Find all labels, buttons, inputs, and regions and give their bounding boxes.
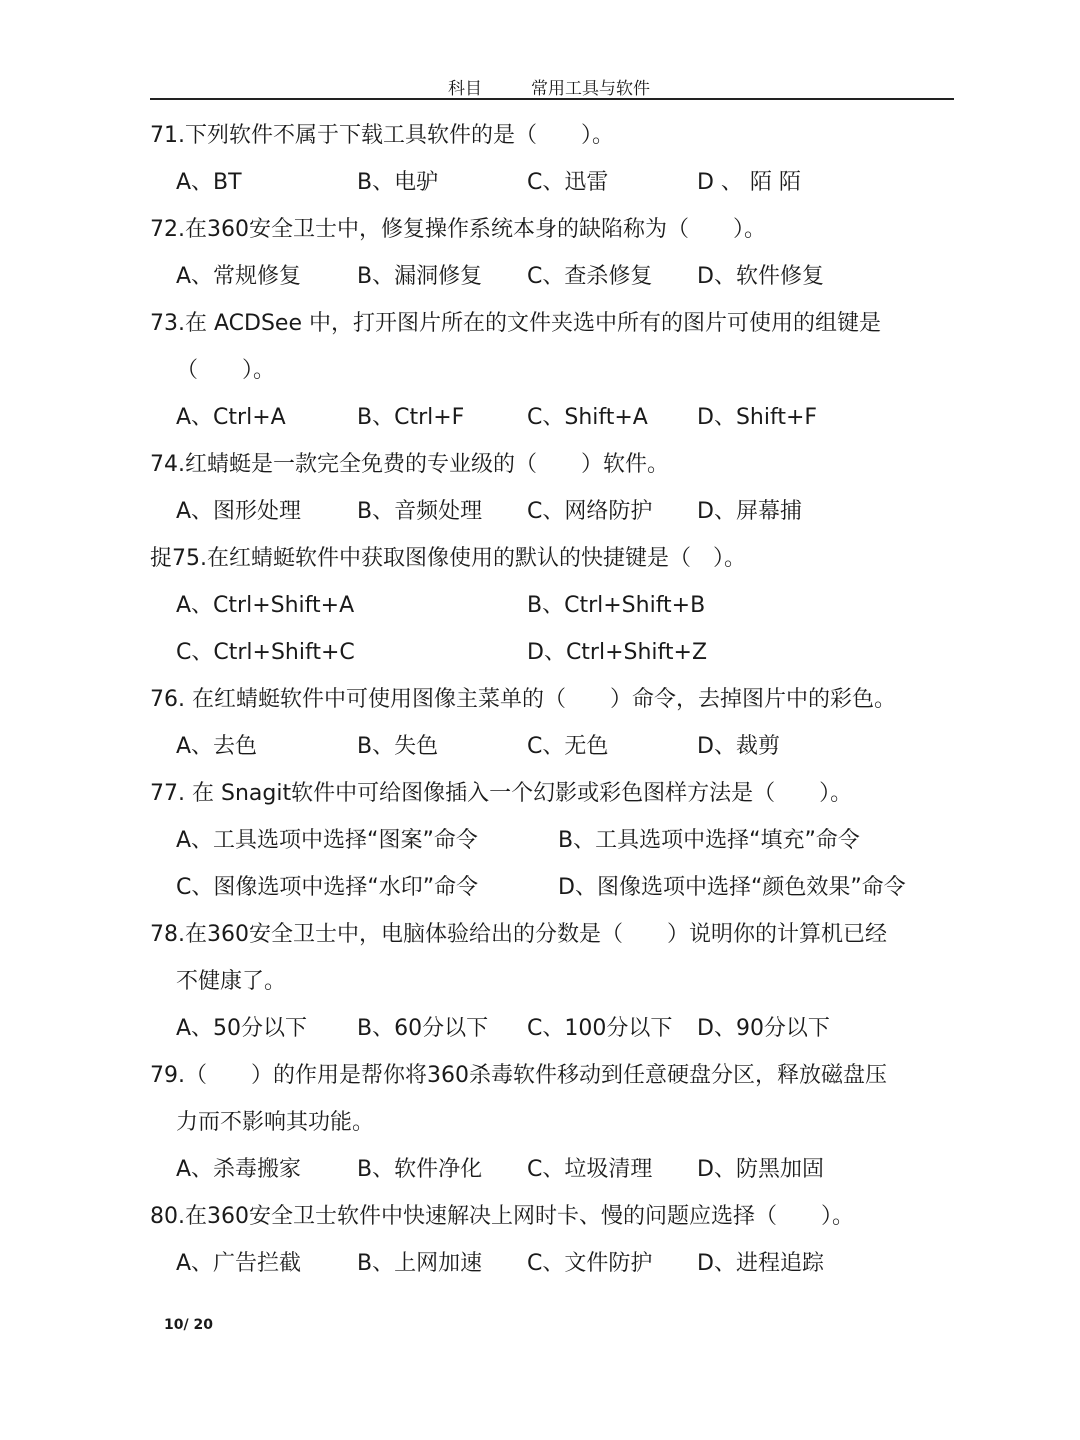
option-d: D、Ctrl+Shift+Z <box>527 640 708 665</box>
question-75: 捉75.在红蜻蜓软件中获取图像使用的默认的快捷键是（ ）。 <box>150 546 746 571</box>
option-b: B、工具选项中选择“填充”命令 <box>558 828 860 853</box>
option-a: A、BT <box>176 170 242 195</box>
option-d: D、90分以下 <box>697 1016 830 1041</box>
question-72: 72.在360安全卫士中，修复操作系统本身的缺陷称为（ ）。 <box>150 217 766 242</box>
option-b: B、电驴 <box>357 170 439 195</box>
subject-label: 科目 <box>448 79 482 99</box>
subject-name: 常用工具与软件 <box>531 79 650 99</box>
option-b: B、60分以下 <box>357 1016 489 1041</box>
option-d: D、图像选项中选择“颜色效果”命令 <box>558 875 906 900</box>
option-d: D、进程追踪 <box>697 1251 824 1276</box>
question-80: 80.在360安全卫士软件中快速解决上网时卡、慢的问题应选择（ ）。 <box>150 1204 854 1229</box>
option-a: A、广告拦截 <box>176 1251 302 1276</box>
question-79: 79.（ ）的作用是帮你将360杀毒软件移动到任意硬盘分区，释放磁盘压 <box>150 1063 887 1088</box>
option-d: D、屏幕捕 <box>697 499 802 524</box>
options-75-cd <box>150 633 960 680</box>
options-73 <box>150 398 960 445</box>
question-78: 78.在360安全卫士中，电脑体验给出的分数是（ ）说明你的计算机已经 <box>150 922 887 947</box>
option-a: A、Ctrl+A <box>176 405 286 430</box>
question-79-cont: 力而不影响其功能。 <box>176 1110 375 1135</box>
option-a: A、工具选项中选择“图案”命令 <box>176 828 478 853</box>
option-a: A、图形处理 <box>176 499 302 524</box>
option-b: B、Ctrl+F <box>357 405 465 430</box>
option-b: B、Ctrl+Shift+B <box>527 593 706 618</box>
page-number: 10/ 20 <box>164 1317 213 1333</box>
option-b: B、软件净化 <box>357 1157 483 1182</box>
option-c: C、Ctrl+Shift+C <box>176 640 355 665</box>
option-a: A、杀毒搬家 <box>176 1157 302 1182</box>
options-75-ab <box>150 586 960 633</box>
question-list <box>150 116 960 1291</box>
question-73-cont: （ ）。 <box>176 358 276 383</box>
option-a: A、Ctrl+Shift+A <box>176 593 355 618</box>
options-79 <box>150 1150 960 1197</box>
option-c: C、文件防护 <box>527 1251 653 1276</box>
option-b: B、上网加速 <box>357 1251 483 1276</box>
option-b: B、音频处理 <box>357 499 483 524</box>
options-78 <box>150 1009 960 1056</box>
options-76 <box>150 727 960 774</box>
options-77-ab <box>150 821 960 868</box>
option-d: D、Shift+F <box>697 405 818 430</box>
option-d: D、软件修复 <box>697 264 824 289</box>
options-80 <box>150 1244 960 1291</box>
option-c: C、迅雷 <box>527 170 609 195</box>
option-c: C、图像选项中选择“水印”命令 <box>176 875 479 900</box>
options-72 <box>150 257 960 304</box>
options-77-cd <box>150 868 960 915</box>
option-c: C、无色 <box>527 734 609 759</box>
option-d: D、裁剪 <box>697 734 780 759</box>
options-74 <box>150 492 960 539</box>
question-76: 76. 在红蜻蜓软件中可使用图像主菜单的（ ）命令，去掉图片中的彩色。 <box>150 687 896 712</box>
option-a: A、50分以下 <box>176 1016 308 1041</box>
option-a: A、去色 <box>176 734 258 759</box>
question-74: 74.红蜻蜓是一款完全免费的专业级的（ ）软件。 <box>150 452 669 477</box>
options-71 <box>150 163 960 210</box>
option-d: D 、 陌 陌 <box>697 170 801 195</box>
option-c: C、查杀修复 <box>527 264 653 289</box>
option-c: C、Shift+A <box>527 405 648 430</box>
question-78-cont: 不健康了。 <box>176 969 287 994</box>
option-b: B、漏洞修复 <box>357 264 483 289</box>
page-header <box>150 72 954 100</box>
option-c: C、100分以下 <box>527 1016 673 1041</box>
question-71: 71.下列软件不属于下载工具软件的是（ ）。 <box>150 123 614 148</box>
option-d: D、防黑加固 <box>697 1157 824 1182</box>
question-73: 73.在 ACDSee 中，打开图片所在的文件夹选中所有的图片可使用的组键是 <box>150 311 881 336</box>
option-c: C、垃圾清理 <box>527 1157 653 1182</box>
option-b: B、失色 <box>357 734 439 759</box>
question-77: 77. 在 Snagit软件中可给图像插入一个幻影或彩色图样方法是（ ）。 <box>150 781 853 806</box>
option-c: C、网络防护 <box>527 499 653 524</box>
option-a: A、常规修复 <box>176 264 302 289</box>
